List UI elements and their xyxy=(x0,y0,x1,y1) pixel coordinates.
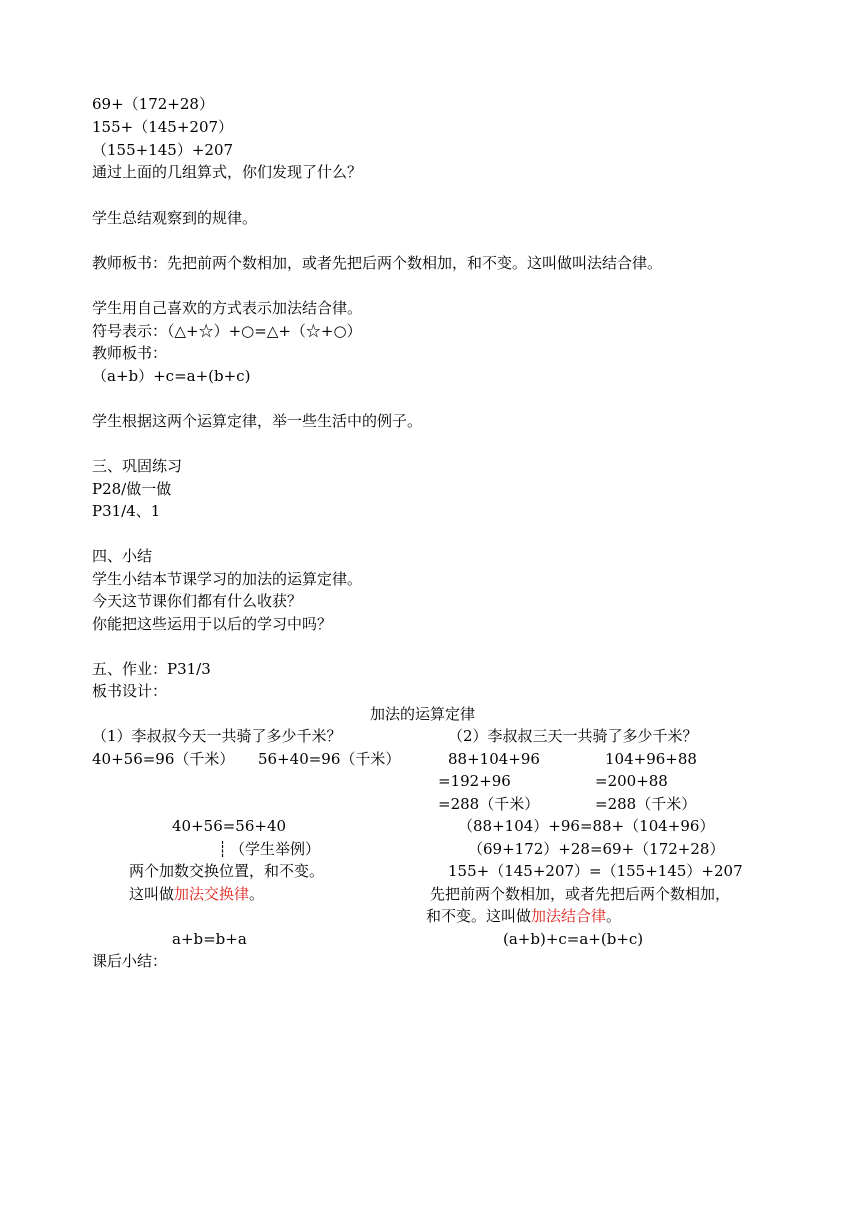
board-right-formula: (a+b)+c=a+(b+c) xyxy=(503,930,644,948)
board-left-formula: a+b=b+a xyxy=(172,930,247,948)
board-left-note: （学生举例） xyxy=(230,840,321,858)
board-left-rule: 两个加数交换位置，和不变。 xyxy=(129,862,325,880)
board-right-calc: =288（千米） xyxy=(595,795,697,813)
practice-heading: 三、巩固练习 xyxy=(92,457,183,475)
board-right-calc: 88+104+96 xyxy=(448,750,540,768)
expression-3: （155+145）+207 xyxy=(92,141,234,159)
board-right-equation: （88+104）+96=88+（104+96） xyxy=(458,817,715,835)
examples-text: 学生根据这两个运算定律，举一些生活中的例子。 xyxy=(92,412,423,430)
student-summary-text: 学生总结观察到的规律。 xyxy=(92,209,258,227)
board-right-calc: =200+88 xyxy=(595,772,668,790)
board-right-calc: =192+96 xyxy=(438,772,511,790)
summary-heading: 四、小结 xyxy=(92,547,153,565)
summary-item: 今天这节课你们都有什么收获？ xyxy=(92,592,303,610)
teacher-board-text: 教师板书：先把前两个数相加，或者先把后两个数相加，和不变。这叫做叫法结合律。 xyxy=(92,254,663,272)
board-left-calc: 40+56=96（千米） xyxy=(92,750,235,768)
practice-item: P31/4、1 xyxy=(92,502,161,520)
commutative-law-name: 加法交换律 xyxy=(174,885,250,903)
summary-item: 学生小结本节课学习的加法的运算定律。 xyxy=(92,570,363,588)
associative-formula: （a+b）+c=a+(b+c) xyxy=(92,367,251,385)
board-right-naming xyxy=(426,906,621,926)
board-left-question: （1）李叔叔今天一共骑了多少千米？ xyxy=(92,727,342,745)
summary-item: 你能把这些运用于以后的学习中吗？ xyxy=(92,615,333,633)
naming-suffix: 。 xyxy=(606,907,622,925)
expression-2: 155+（145+207） xyxy=(92,118,234,136)
expression-1: 69+（172+28） xyxy=(92,95,214,113)
after-class-label: 课后小结： xyxy=(92,952,168,970)
board-right-calc: =288（千米） xyxy=(438,795,540,813)
board-right-calc: 104+96+88 xyxy=(605,750,697,768)
question-text: 通过上面的几组算式，你们发现了什么？ xyxy=(92,163,363,181)
naming-suffix: 。 xyxy=(249,885,265,903)
board-title: 加法的运算定律 xyxy=(370,705,476,723)
board-right-equation: 155+（145+207）=（155+145）+207 xyxy=(448,862,743,880)
board-design-label: 板书设计： xyxy=(92,682,168,700)
student-express-text: 学生用自己喜欢的方式表示加法结合律。 xyxy=(92,299,363,317)
symbol-expression: 符号表示：（△+☆）+○=△+（☆+○） xyxy=(92,322,362,340)
board-right-equation: （69+172）+28=69+（172+28） xyxy=(468,840,725,858)
associative-law-name: 加法结合律 xyxy=(531,907,607,925)
board-left-calc: 56+40=96（千米） xyxy=(258,750,401,768)
naming-prefix: 和不变。这叫做 xyxy=(426,907,532,925)
practice-item: P28/做一做 xyxy=(92,480,172,498)
board-right-rule: 先把前两个数相加，或者先把后两个数相加， xyxy=(430,885,731,903)
naming-prefix: 这叫做 xyxy=(129,885,175,903)
teacher-board-label: 教师板书： xyxy=(92,344,168,362)
board-left-naming xyxy=(129,884,264,904)
board-right-question: （2）李叔叔三天一共骑了多少千米？ xyxy=(448,727,698,745)
dotted-divider: ┊ xyxy=(218,840,228,858)
board-left-equation: 40+56=56+40 xyxy=(172,817,287,835)
homework-heading: 五、作业：P31/3 xyxy=(92,660,211,678)
